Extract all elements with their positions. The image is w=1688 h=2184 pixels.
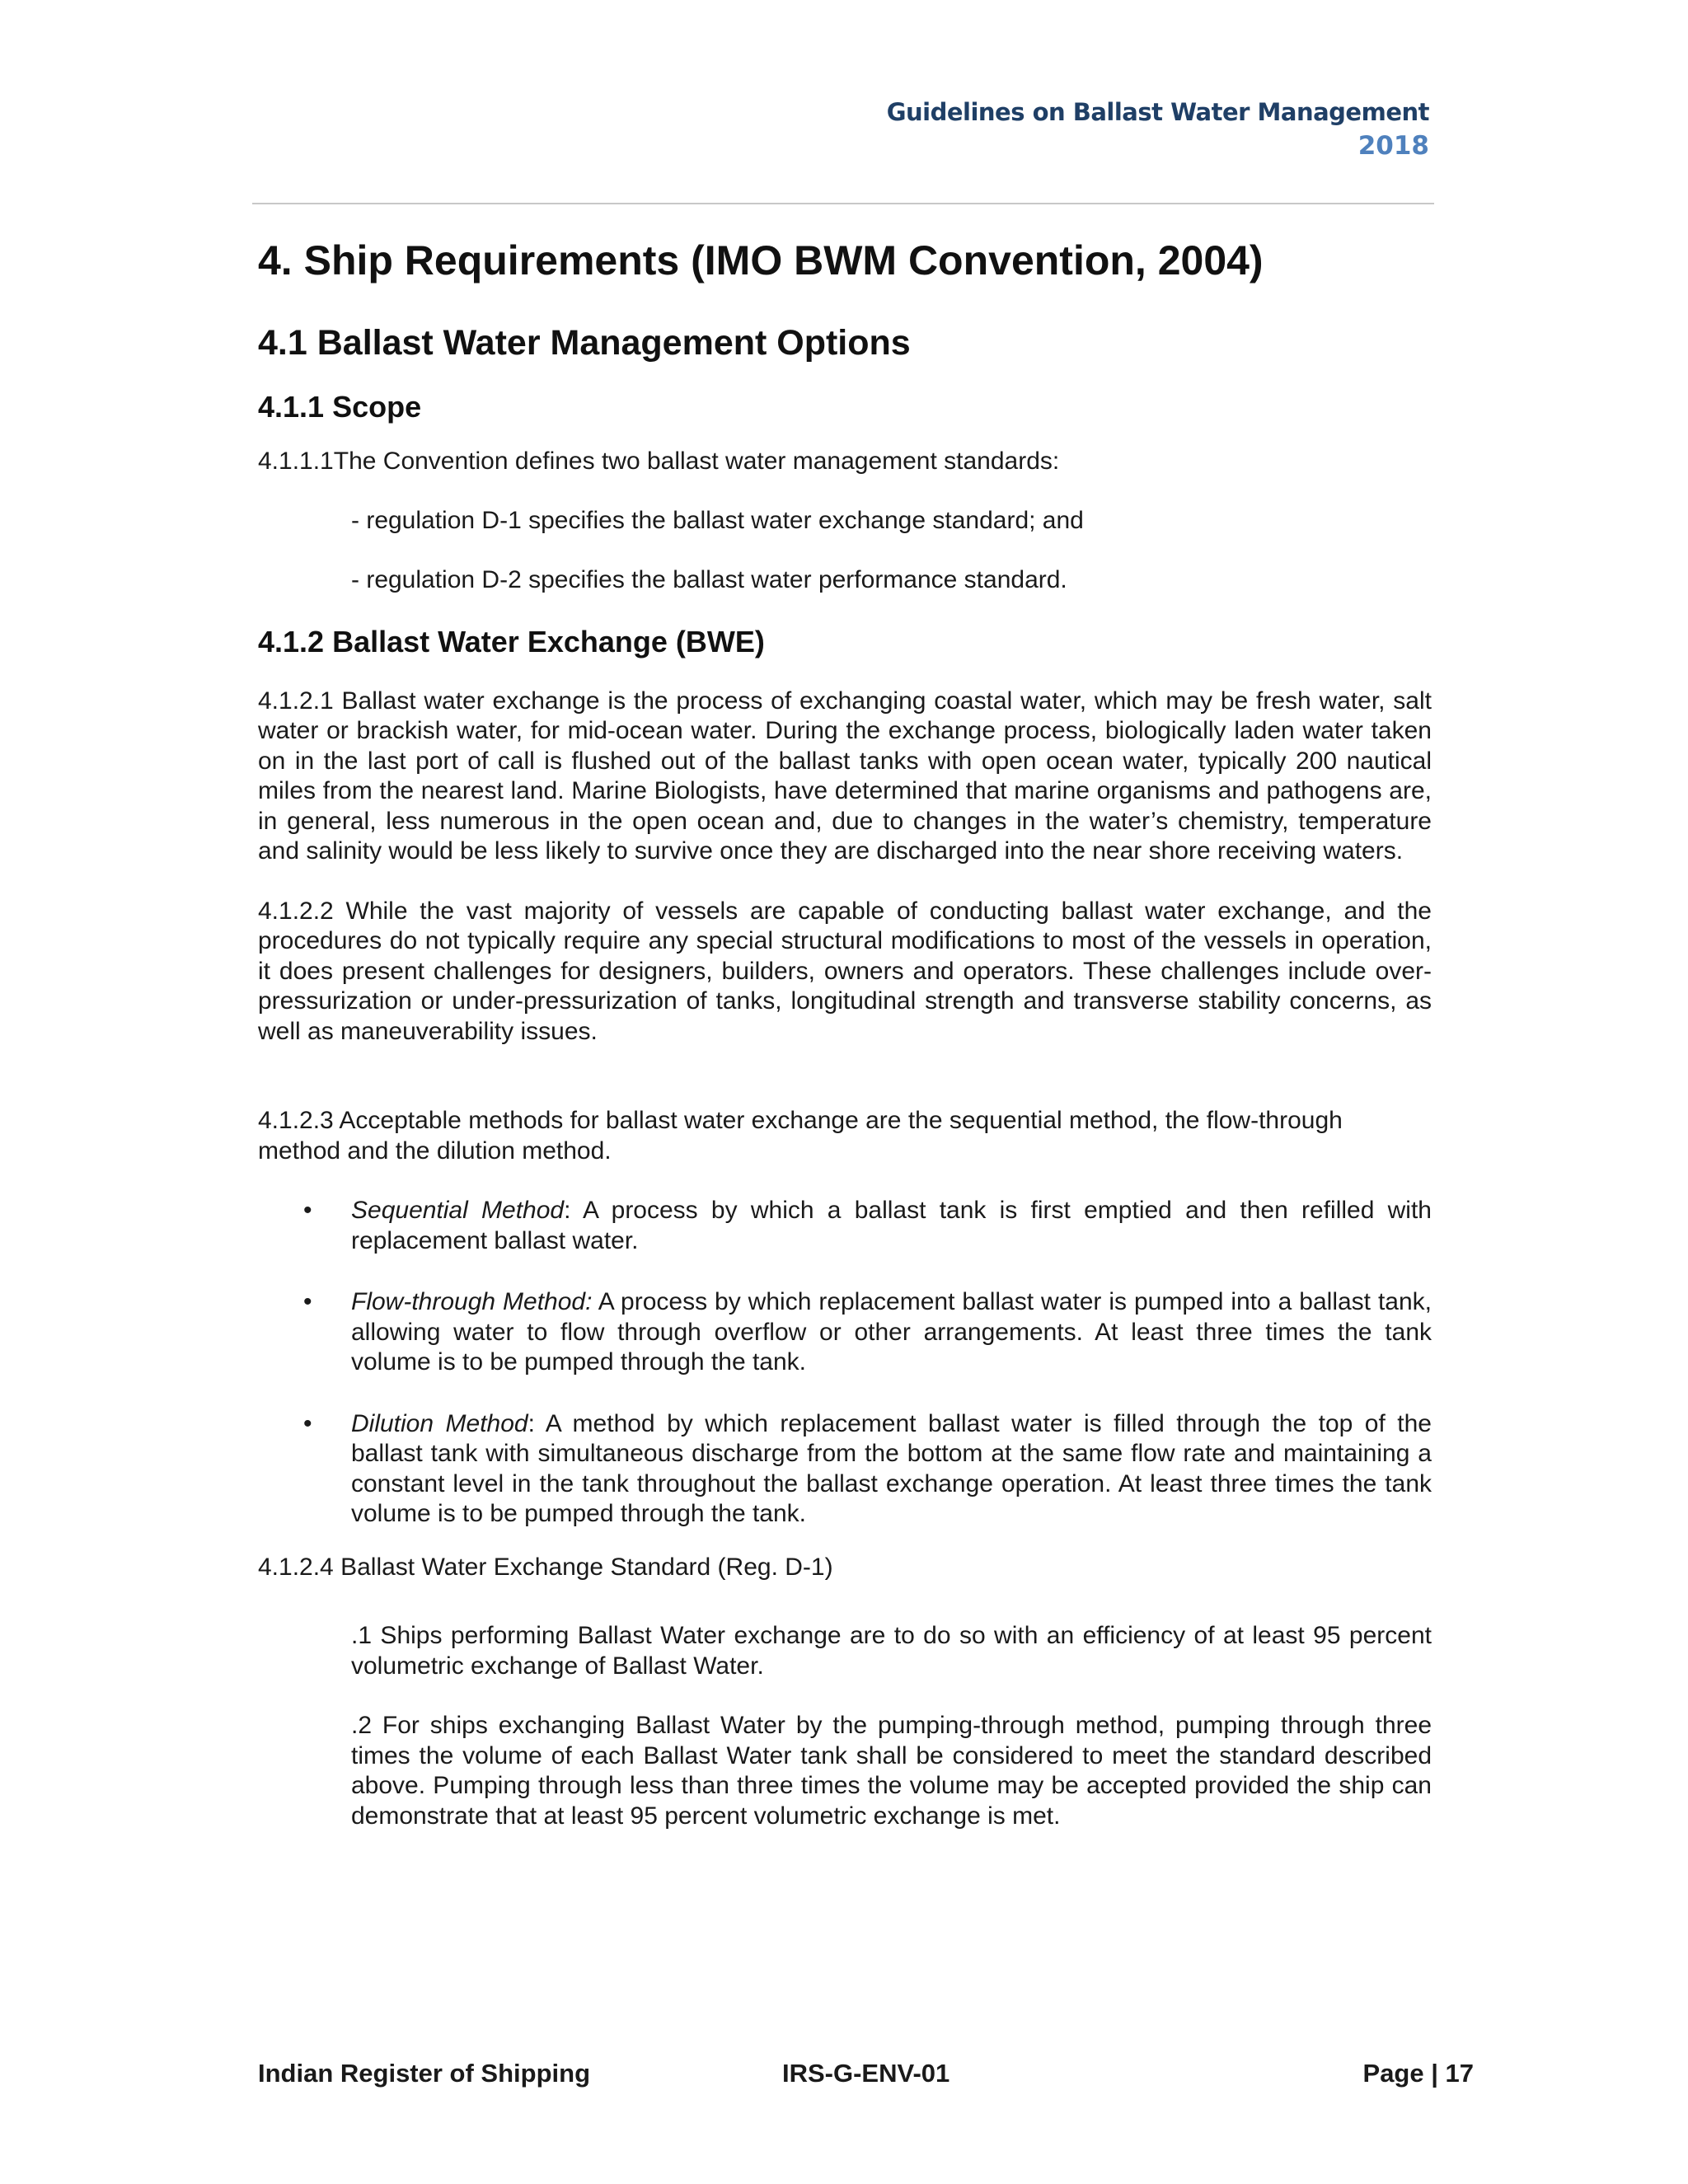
list-item: [258, 1196, 1432, 1256]
method-term: Flow-through Method:: [351, 1288, 593, 1315]
scope-item-d1: - regulation D-1 specifies the ballast water exchange standard; and: [351, 506, 1084, 534]
scope-intro: 4.1.1.1The Convention defines two ballast water management standards:: [258, 448, 1060, 475]
method-description: A process by which a ballast tank is first emptied and then refilled with replacement ballast water.: [351, 1197, 1432, 1254]
bullet-icon: •: [303, 1288, 312, 1315]
section-heading: 4.1 Ballast Water Management Options: [258, 323, 911, 363]
footer-organization: Indian Register of Shipping: [258, 2059, 590, 2088]
method-separator: :: [528, 1409, 546, 1437]
footer-page-number: Page | 17: [1362, 2059, 1474, 2088]
scope-item-d2: - regulation D-2 specifies the ballast water performance standard.: [351, 566, 1067, 593]
header-title: Guidelines on Ballast Water Management: [886, 98, 1429, 126]
paragraph-4-1-2-1: 4.1.2.1 Ballast water exchange is the process of exchanging coastal water, which may be fresh water, salt water or brackish water, for mid-ocean water. During the exchange process, biologically laden water taken on in the last port of call is flushed out of the ballast tanks with open ocean water, typically 200 nautical miles from the nearest land. Marine Biologists, have determined that marine organisms and pathogens are, in general, less numerous in the open ocean and, due to changes in the water’s chemistry, temperature and salinity would be less likely to survive once they are discharged into the near shore receiving waters.: [258, 687, 1432, 865]
method-description: A method by which replacement ballast water is filled through the top of the ballast tank with simultaneous discharge from the bottom at the same flow rate and maintaining a constant level in the tank throughout the ballast exchange operation. At least three times the tank volume is to be pumped through the tank.: [351, 1409, 1432, 1527]
header-divider: [252, 203, 1434, 204]
method-separator: :: [564, 1197, 584, 1224]
footer-document-code: IRS-G-ENV-01: [782, 2059, 950, 2088]
paragraph-4-1-2-2: 4.1.2.2 While the vast majority of vessels are capable of conducting ballast water exchange, and the procedures do not typically require any special structural modifications to most of the vessels in operation, it does present challenges for designers, builders, owners and operators. These challenges include over-pressurization or under-pressurization of tanks, longitudinal strength and transverse stability concerns, as well as maneuverability issues.: [258, 897, 1432, 1045]
chapter-heading: 4. Ship Requirements (IMO BWM Convention, 2004): [258, 237, 1264, 284]
header-year: 2018: [1357, 131, 1429, 161]
method-separator: [592, 1288, 598, 1315]
running-header: [887, 96, 1429, 163]
d1-requirement-2: .2 For ships exchanging Ballast Water by the pumping-through method, pumping through three times the volume of each Ballast Water tank shall be considered to meet the standard described above. Pumping through less than three times the volume may be accepted provided the ship can demonstrate that at least 95 percent volumetric exchange is met.: [351, 1712, 1432, 1830]
bullet-icon: •: [303, 1409, 312, 1437]
subsection-heading-scope: 4.1.1 Scope: [258, 390, 422, 424]
method-term: Sequential Method: [351, 1197, 565, 1224]
paragraph-4-1-2-4: 4.1.2.4 Ballast Water Exchange Standard (Reg. D-1): [258, 1553, 833, 1581]
paragraph-4-1-2-3: 4.1.2.3 Acceptable methods for ballast water exchange are the sequential method, the flow-through method and the dilution method.: [258, 1107, 1343, 1165]
subsection-heading-bwe: 4.1.2 Ballast Water Exchange (BWE): [258, 624, 765, 658]
list-item: [258, 1409, 1432, 1530]
exchange-methods-list: [258, 1196, 1432, 1530]
method-term: Dilution Method: [351, 1409, 528, 1437]
method-description: A process by which replacement ballast water is pumped into a ballast tank, allowing water to flow through overflow or other arrangements. At least three times the tank volume is to be pumped through the tank.: [351, 1288, 1432, 1376]
list-item: [258, 1287, 1432, 1378]
page-footer: [258, 2057, 1474, 2090]
page-body: [258, 231, 1432, 1831]
bullet-icon: •: [303, 1197, 312, 1224]
d1-requirement-1: .1 Ships performing Ballast Water exchange are to do so with an efficiency of at least 95 percent volumetric exchange of Ballast Water.: [351, 1622, 1432, 1680]
